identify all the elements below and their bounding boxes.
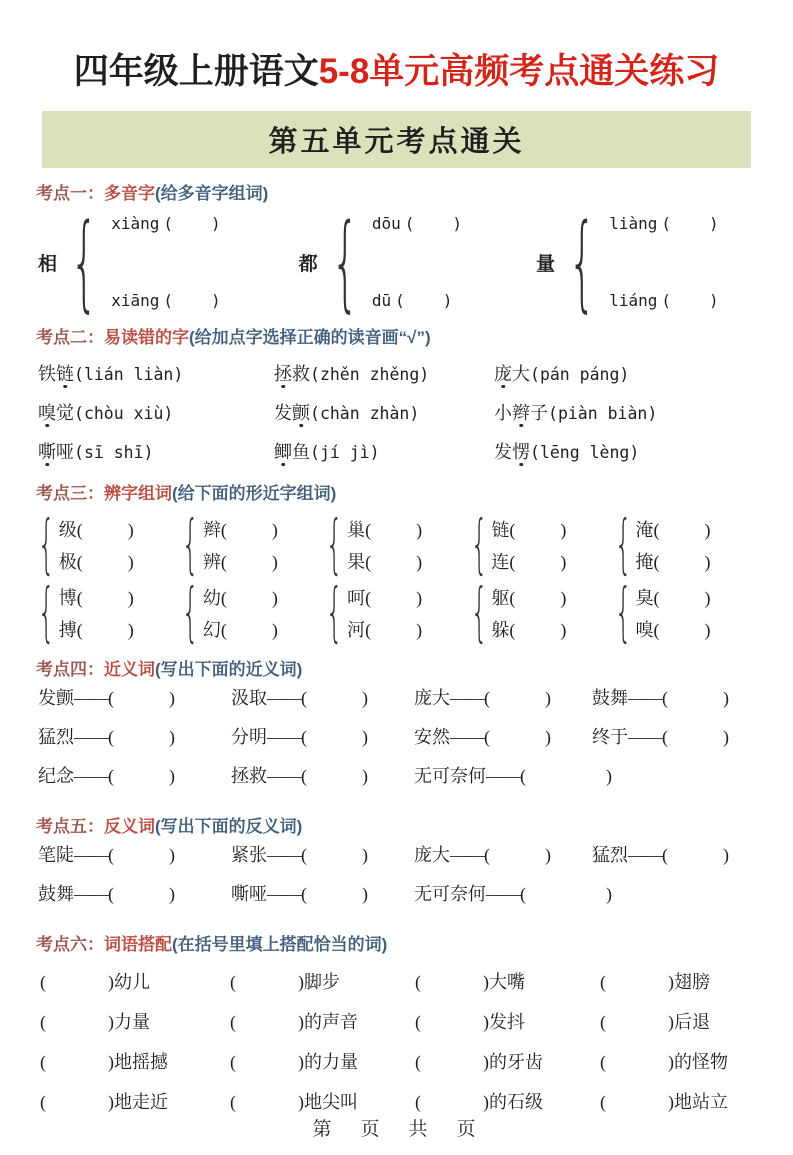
answer-blank: ( ): [301, 727, 368, 747]
char-pair: { 博( ) 搏( ): [37, 576, 134, 650]
section1-topic: 多音字: [104, 184, 155, 203]
answer-blank: ( ): [484, 688, 551, 708]
char-pair: { 呵( ) 河( ): [326, 576, 423, 650]
synonym-row: [38, 762, 757, 788]
answer-blank: ( ): [230, 972, 304, 992]
section4-hint: (写出下面的近义词): [155, 660, 303, 679]
answer-blank: ( ): [520, 766, 612, 786]
answer-blank: ( ): [653, 552, 711, 572]
char-pair: { 躯( ) 躲( ): [470, 576, 567, 650]
answer-blank: ( ): [40, 1092, 114, 1112]
section5-header: [36, 812, 757, 837]
pinyin-blank: xiàng ( ): [111, 214, 221, 233]
brace-icon: {: [470, 576, 488, 650]
answer-blank: ( ): [220, 620, 278, 640]
char-pair: { 链( ) 连( ): [470, 508, 567, 582]
section6-topic: 词语搭配: [104, 935, 172, 954]
word-blank: 纪念——( ): [38, 766, 175, 786]
answer-blank: ( ): [415, 1012, 489, 1032]
word-blank: 猛烈——( ): [592, 845, 729, 865]
section1-header: [36, 179, 757, 204]
char-pair: { 淹( ) 掩( ): [614, 508, 711, 582]
word-pinyin-item: 嘶哑(sī shī): [38, 442, 154, 462]
answer-blank: ( ): [301, 884, 368, 904]
answer-blank: ( ): [301, 766, 368, 786]
antonym-row: [38, 841, 757, 867]
answer-blank: ( ): [600, 972, 674, 992]
answer-blank: ( ): [509, 620, 567, 640]
answer-blank: ( ): [509, 552, 567, 572]
pinyin-choice-grid: [38, 360, 757, 464]
title-red-part: 5-8单元高频考点通关练习: [318, 52, 720, 91]
brace-icon: {: [614, 576, 632, 650]
answer-blank: ( ): [415, 1052, 489, 1072]
blank-word: ( )地站立: [600, 1092, 728, 1112]
answer-blank: ( ): [395, 291, 453, 310]
answer-blank: ( ): [662, 845, 729, 865]
section6-hint: (在括号里填上搭配恰当的词): [172, 935, 388, 954]
blank-word: ( )发抖: [415, 1012, 525, 1032]
dotted-char: 鲫: [274, 442, 292, 462]
word-blank: 庞大——( ): [414, 845, 551, 865]
word-blank: 鼓舞——( ): [38, 884, 175, 904]
antonym-row: [38, 880, 757, 906]
dotted-char: 链: [56, 364, 74, 384]
answer-blank: ( ): [662, 688, 729, 708]
blank-word: ( )的声音: [230, 1012, 358, 1032]
char-pair: { 臭( ) 嗅( ): [614, 576, 711, 650]
blank-word: ( )力量: [40, 1012, 150, 1032]
pinyin-blank: xiāng ( ): [111, 291, 221, 310]
answer-blank: ( ): [600, 1012, 674, 1032]
section2-topic: 易读错的字: [104, 328, 189, 347]
answer-blank: ( ): [230, 1012, 304, 1032]
title-black-part: 四年级上册语文: [73, 52, 319, 91]
section3-header: [36, 479, 757, 504]
answer-blank: ( ): [40, 972, 114, 992]
brace-icon: {: [326, 508, 344, 582]
polyphone-char: 相: [38, 253, 58, 275]
answer-blank: ( ): [661, 291, 719, 310]
section5-label: 考点五：: [36, 817, 104, 836]
answer-blank: ( ): [108, 727, 175, 747]
dotted-char: 嗅: [38, 403, 56, 423]
answer-blank: ( ): [220, 552, 278, 572]
brace-icon: {: [326, 576, 344, 650]
word-blank: 发颤——( ): [38, 688, 175, 708]
answer-blank: ( ): [509, 520, 567, 540]
answer-blank: ( ): [653, 588, 711, 608]
answer-blank: ( ): [163, 291, 221, 310]
word-blank: 庞大——( ): [414, 688, 551, 708]
brace-icon: {: [470, 508, 488, 582]
section5-hint: (写出下面的反义词): [155, 817, 303, 836]
polyphone-group: [536, 201, 719, 323]
word-blank: 嘶哑——( ): [231, 884, 368, 904]
answer-blank: ( ): [365, 520, 423, 540]
blank-word: ( )幼儿: [40, 972, 150, 992]
answer-blank: ( ): [220, 520, 278, 540]
pinyin-blank: dōu ( ): [371, 214, 463, 233]
collocation-grid: [40, 968, 757, 1114]
brace-icon: {: [70, 201, 98, 323]
brace-icon: {: [568, 201, 597, 323]
answer-blank: ( ): [108, 766, 175, 786]
blank-word: ( )翅膀: [600, 972, 710, 992]
word-blank: 鼓舞——( ): [592, 688, 729, 708]
word-blank: 笔陡——( ): [38, 845, 175, 865]
word-blank: 无可奈何——( ): [414, 766, 612, 786]
answer-blank: ( ): [108, 845, 175, 865]
pinyin-blank: liàng ( ): [609, 214, 719, 233]
word-pinyin-item: 庞大(pán páng): [494, 364, 630, 384]
answer-blank: ( ): [365, 620, 423, 640]
polyphone-group: [38, 201, 221, 323]
section2-header: [36, 323, 757, 348]
synonym-row: [38, 723, 757, 749]
answer-blank: ( ): [163, 214, 221, 233]
unit-banner: 第五单元考点通关: [42, 111, 751, 168]
answer-blank: ( ): [108, 688, 175, 708]
pinyin-blank: dū ( ): [371, 291, 453, 310]
char-pair: { 幼( ) 幻( ): [181, 576, 278, 650]
word-pinyin-item: 鲫鱼(jí jì): [274, 442, 380, 462]
answer-blank: ( ): [653, 520, 711, 540]
blank-word: ( )的力量: [230, 1052, 358, 1072]
dotted-char: 庞: [494, 364, 512, 384]
brace-icon: {: [181, 576, 200, 650]
answer-blank: ( ): [40, 1052, 114, 1072]
answer-blank: ( ): [600, 1092, 674, 1112]
word-pinyin-item: 发愣(lēng lèng): [494, 442, 640, 462]
answer-blank: ( ): [484, 845, 551, 865]
section4-header: [36, 655, 757, 680]
dotted-char: 嘶: [38, 442, 56, 462]
answer-blank: ( ): [653, 620, 711, 640]
section3-label: 考点三：: [36, 484, 104, 503]
brace-icon: {: [614, 508, 632, 582]
polyphone-groups: [36, 201, 757, 323]
pinyin-blank: liáng ( ): [609, 291, 719, 310]
word-blank: 无可奈何——( ): [414, 884, 612, 904]
dotted-char: 愣: [512, 442, 530, 462]
section4-topic: 近义词: [104, 660, 155, 679]
blank-word: ( )的牙齿: [415, 1052, 543, 1072]
answer-blank: ( ): [520, 884, 612, 904]
section2-label: 考点二：: [36, 328, 104, 347]
dotted-char: 拯: [274, 364, 292, 384]
word-pinyin-item: 铁链(lián liàn): [38, 364, 184, 384]
blank-word: ( )的石级: [415, 1092, 543, 1112]
answer-blank: ( ): [661, 214, 719, 233]
synonym-row: [38, 684, 757, 710]
word-blank: 分明——( ): [231, 727, 368, 747]
brace-icon: {: [37, 508, 55, 582]
char-pair: { 级( ) 极( ): [37, 508, 134, 582]
answer-blank: ( ): [76, 520, 134, 540]
lookalike-pairs-grid: [36, 508, 757, 650]
word-pinyin-item: 嗅觉(chòu xiù): [38, 403, 174, 423]
polyphone-char: 量: [536, 253, 556, 275]
page-footer: 第 页 共 页: [312, 1119, 481, 1140]
word-pinyin-item: 小辫子(piàn biàn): [494, 403, 658, 423]
answer-blank: ( ): [230, 1092, 304, 1112]
answer-blank: ( ): [220, 588, 278, 608]
page-title: [36, 44, 757, 94]
dotted-char: 辫: [512, 403, 530, 423]
dotted-char: 颤: [292, 403, 310, 423]
brace-icon: {: [37, 576, 55, 650]
blank-word: ( )大嘴: [415, 972, 525, 992]
section6-label: 考点六：: [36, 935, 104, 954]
answer-blank: ( ): [404, 214, 463, 233]
brace-icon: {: [181, 508, 200, 582]
word-blank: 紧张——( ): [231, 845, 368, 865]
blank-word: ( )的怪物: [600, 1052, 728, 1072]
section4-label: 考点四：: [36, 660, 104, 679]
answer-blank: ( ): [301, 845, 368, 865]
blank-word: ( )地摇撼: [40, 1052, 168, 1072]
section1-label: 考点一：: [36, 184, 104, 203]
answer-blank: ( ): [662, 727, 729, 747]
section3-hint: (给下面的形近字组词): [172, 484, 337, 503]
blank-word: ( )地尖叫: [230, 1092, 358, 1112]
answer-blank: ( ): [415, 972, 489, 992]
answer-blank: ( ): [415, 1092, 489, 1112]
word-pinyin-item: 发颤(chàn zhàn): [274, 403, 420, 423]
answer-blank: ( ): [509, 588, 567, 608]
brace-icon: {: [330, 201, 359, 323]
section5-topic: 反义词: [104, 817, 155, 836]
answer-blank: ( ): [365, 588, 423, 608]
polyphone-group: [298, 201, 463, 323]
word-blank: 终于——( ): [592, 727, 729, 747]
blank-word: ( )地走近: [40, 1092, 168, 1112]
answer-blank: ( ): [76, 620, 134, 640]
answer-blank: ( ): [365, 552, 423, 572]
char-pair: { 巢( ) 果( ): [326, 508, 423, 582]
blank-word: ( )后退: [600, 1012, 710, 1032]
answer-blank: ( ): [230, 1052, 304, 1072]
answer-blank: ( ): [76, 552, 134, 572]
blank-word: ( )脚步: [230, 972, 340, 992]
polyphone-char: 都: [298, 253, 318, 275]
answer-blank: ( ): [301, 688, 368, 708]
word-blank: 安然——( ): [414, 727, 551, 747]
word-blank: 猛烈——( ): [38, 727, 175, 747]
word-pinyin-item: 拯救(zhěn zhěng): [274, 364, 430, 384]
answer-blank: ( ): [40, 1012, 114, 1032]
answer-blank: ( ): [76, 588, 134, 608]
word-blank: 拯救——( ): [231, 766, 368, 786]
answer-blank: ( ): [484, 727, 551, 747]
section6-header: [36, 930, 757, 955]
section2-hint: (给加点字选择正确的读音画“√”): [189, 328, 431, 347]
section3-topic: 辨字组词: [104, 484, 172, 503]
word-blank: 汲取——( ): [231, 688, 368, 708]
char-pair: { 辫( ) 辨( ): [181, 508, 278, 582]
answer-blank: ( ): [600, 1052, 674, 1072]
answer-blank: ( ): [108, 884, 175, 904]
section1-hint: (给多音字组词): [155, 184, 269, 203]
